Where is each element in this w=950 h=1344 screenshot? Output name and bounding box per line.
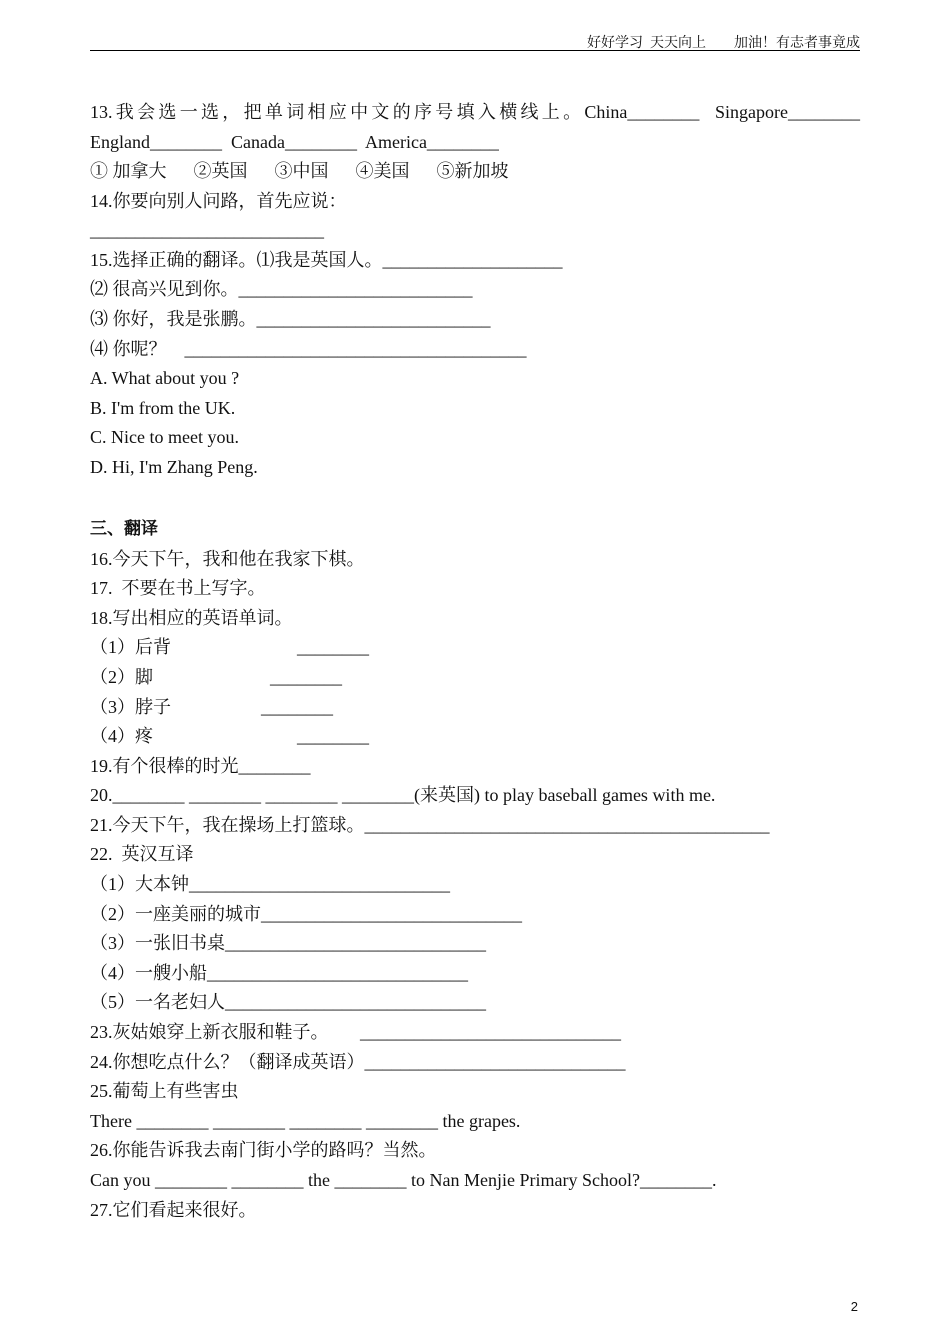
question-15: 15.选择正确的翻译。⑴我是英国人。____________________ [90,249,563,270]
section-3-title: 三、翻译 [90,518,158,538]
page-header [90,30,860,51]
question-18-item-4: （4）疼 ________ [90,726,369,747]
question-19: 19.有个很棒的时光________ [90,755,311,776]
question-15-item-2: ⑵ 很高兴见到你。__________________________ [90,279,473,300]
question-22-item-2: （2）一座美丽的城市_____________________________ [90,903,522,924]
question-26: 26.你能告诉我去南门街小学的路吗？当然。 [90,1140,437,1161]
header-motto: 好好学习 天天向上 加油！有志者事竟成 [587,36,860,51]
question-15-option-a: A. What about you ? [90,368,240,389]
question-18-item-3: （3）脖子 ________ [90,696,333,717]
question-22-item-5: （5）一名老妇人_____________________________ [90,992,486,1013]
question-22-item-1: （1）大本钟_____________________________ [90,874,450,895]
question-21: 21.今天下午，我在操场上打篮球。_____________________________________________ [90,814,770,835]
question-14: 14.你要向别人问路，首先应说： [90,190,347,211]
question-15-item-3: ⑶ 你好，我是张鹏。__________________________ [90,308,491,329]
question-22: 22. 英汉互译 [90,844,194,865]
question-23: 23.灰姑娘穿上新衣服和鞋子。 _____________________________ [90,1022,621,1043]
question-15-item-4: ⑷ 你呢？ ______________________________________ [90,338,527,359]
question-13-options: ① 加拿大 ②英国 ③中国 ④美国 ⑤新加坡 [90,161,509,181]
question-15-option-c: C. Nice to meet you. [90,427,239,448]
question-25: 25.葡萄上有些害虫 [90,1081,239,1102]
question-25-english: There ________ ________ ________ ________ the grapes. [90,1110,521,1131]
question-16: 16.今天下午，我和他在我家下棋。 [90,548,365,569]
question-18-item-1: （1）后背 ________ [90,637,369,658]
question-15-option-b: B. I'm from the UK. [90,397,236,418]
question-22-item-4: （4）一艘小船_____________________________ [90,962,468,983]
question-18-item-2: （2）脚 ________ [90,666,342,687]
question-22-item-3: （3）一张旧书桌_____________________________ [90,933,486,954]
question-20: 20.________ ________ ________ ________(来英国) to play baseball games with me. [90,785,716,806]
question-24: 24.你想吃点什么？（翻译成英语）_____________________________ [90,1051,626,1072]
question-13: 13.我会选一选，把单词相应中文的序号填入横线上。China________ Singapore________ England________ Canada________ America________ [90,102,869,152]
question-14-blank: __________________________ [90,220,324,241]
question-17: 17. 不要在书上写字。 [90,578,266,599]
question-15-option-d: D. Hi, I'm Zhang Peng. [90,456,258,477]
page-number: 2 [850,1299,858,1314]
worksheet-body [90,97,869,1225]
question-26-english: Can you ________ ________ the ________ to Nan Menjie Primary School?________. [90,1170,717,1190]
question-18: 18.写出相应的英语单词。 [90,607,293,628]
question-27: 27.它们看起来很好。 [90,1199,257,1220]
